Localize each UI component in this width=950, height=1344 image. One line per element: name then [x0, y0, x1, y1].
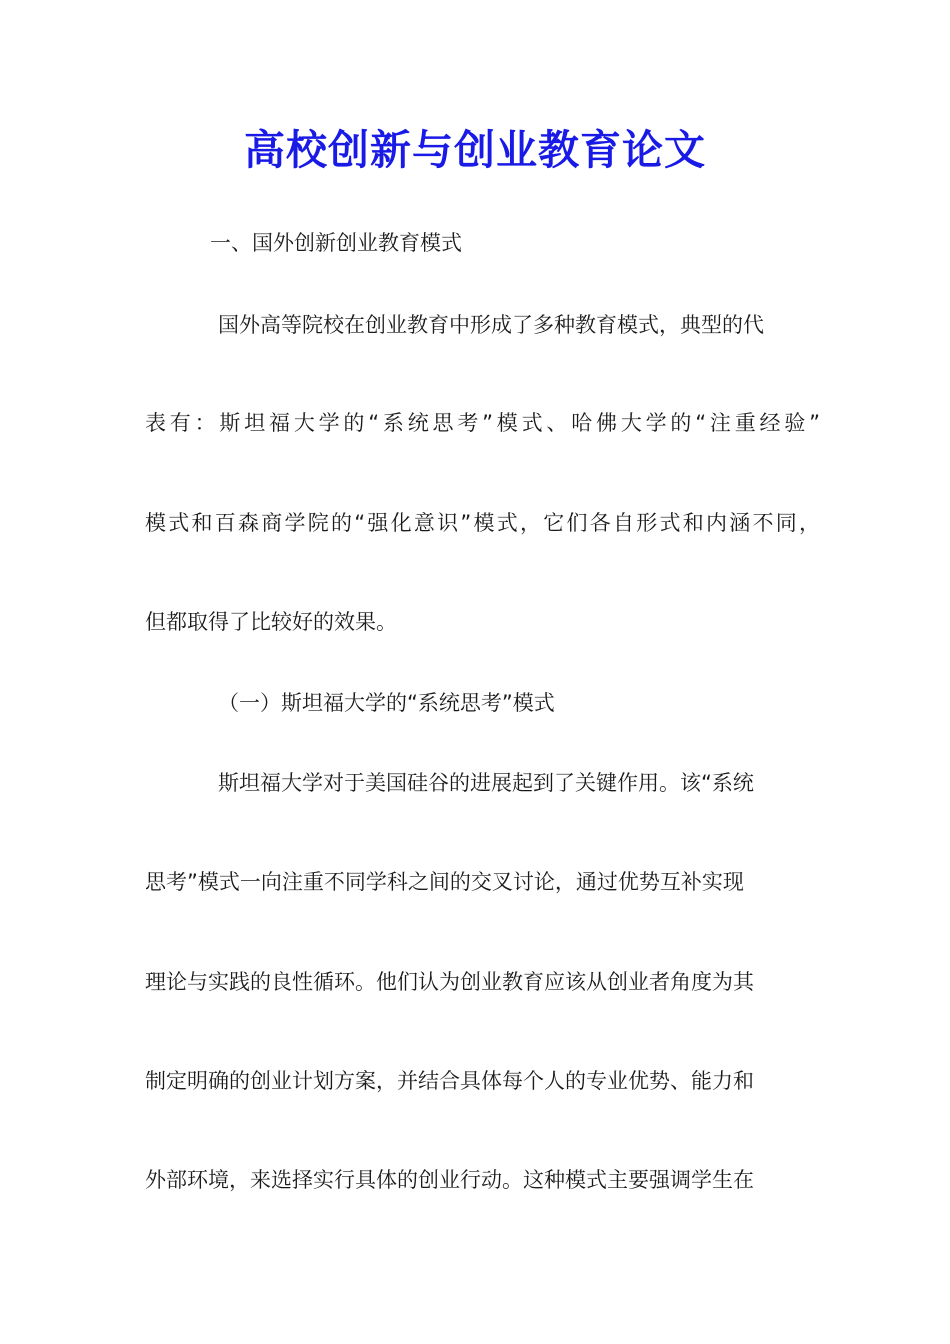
- section-heading-1: 一、国外创新创业教育模式: [210, 231, 462, 255]
- subsection-heading-1: （一）斯坦福大学的“系统思考”模式: [218, 691, 555, 715]
- document-title: 高校创新与创业教育论文: [244, 126, 706, 174]
- paragraph-line: 思考”模式一向注重不同学科之间的交叉讨论，通过优势互补实现: [145, 870, 744, 894]
- paragraph-line: 斯坦福大学对于美国硅谷的进展起到了关键作用。该“系统: [218, 771, 754, 795]
- paragraph-line: 但都取得了比较好的效果。: [145, 610, 397, 634]
- paragraph-line: 理论与实践的良性循环。他们认为创业教育应该从创业者角度为其: [145, 970, 754, 994]
- paragraph-line: 模式和百森商学院的“强化意识”模式，它们各自形式和内涵不同，: [145, 511, 820, 535]
- paragraph-line: 外部环境，来选择实行具体的创业行动。这种模式主要强调学生在: [145, 1168, 754, 1192]
- paragraph-line: 制定明确的创业计划方案，并结合具体每个人的专业优势、能力和: [145, 1069, 754, 1093]
- paragraph-line: 表有：斯坦福大学的“系统思考”模式、哈佛大学的“注重经验”: [145, 411, 820, 435]
- paragraph-line: 国外高等院校在创业教育中形成了多种教育模式，典型的代: [218, 313, 764, 337]
